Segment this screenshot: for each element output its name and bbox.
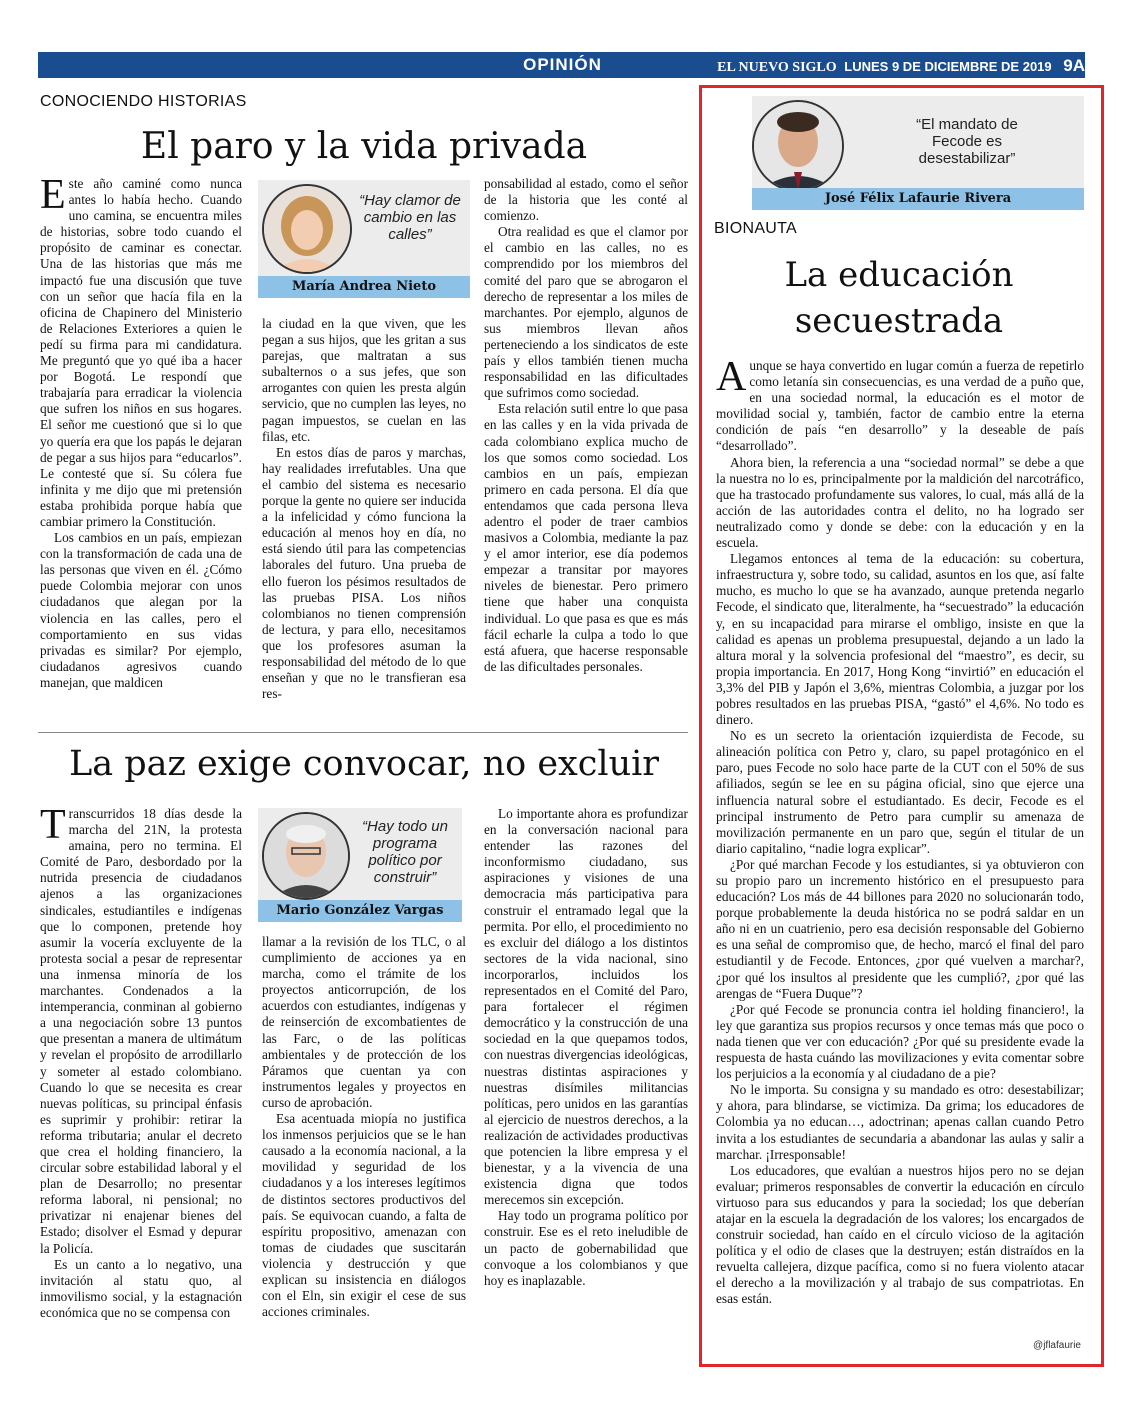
article2-col2-p1: llamar a la revisión de los TLC, o al cumplimiento de acciones ya en marcha, como el trámite de los proyectos anticorrupción, de los acuerdos con estudiantes, indígenas y de reinserción de excombatientes de las Farc, o de las políticas ambientales y de protección de los Páramos que cuentan ya con instrumentos legales y proyectos en curso de aprobación. — [262, 934, 466, 1110]
newspaper-name: EL NUEVO SIGLO — [717, 60, 837, 75]
article2-col3-p2: Hay todo un programa político por construir. Ese es el reto ineludible de un pacto de gobernabilidad que convoque a los colombianos y que hoy es inaplazable. — [484, 1208, 688, 1288]
article2-col1-p1: Transcurridos 18 días desde la marcha del 21N, la protesta amaina, pero no termina. El Comité de Paro, desbordado por la nutrida presencia de ciudadanos ajenos a las organizaciones sindicales, estudiantiles e indígenas que lo componen, pretende hoy asumir la vocería excluyente de la protesta social a pesar de representar una inmensa minoría de los marchantes. Condenados a la intemperancia, conminan al gobierno a una negociación sobre 13 puntos que presentan a manera de ultimátum y revelan el propósito de arrodillarlo y someter al estado colombiano. Cuando lo que se necesita es crear nuevas políticas, su principal énfasis es suprimir y prohibir: retirar la reforma tributaria; anular el decreto que crea el holding financiero, la circular sobre estabilidad laboral y el plan de Desarrollo; no presentar reforma laboral, ni pensional; no privatizar ni enajenar bienes del Estado; disolver el Esmad y depurar la Policía. — [40, 806, 242, 1256]
article1-headline: El paro y la vida privada — [140, 126, 588, 167]
page-number: 9A — [1063, 56, 1085, 75]
drop-cap: E — [40, 176, 66, 218]
portrait-illustration-icon — [754, 102, 842, 190]
article3-headline-line-1: La educación — [784, 255, 1014, 295]
article3-headline-line-2: secuestrada — [794, 301, 1004, 341]
portrait-illustration-icon — [264, 186, 350, 272]
portrait-illustration-icon — [264, 814, 348, 898]
article2-column-2 — [262, 934, 466, 1346]
article1-col1-p1: Este año caminé como nunca antes lo había hecho. Cuando uno camina, se encuentra miles de historias, sobre todo cuando el propósito de caminar es conectar. Una de las historias que más me impactó fue una discusión que tuve con un señor que hacía fila en la oficina de Chapinero del Ministerio de Relaciones Exteriores a quien le pedí su firma para mi candidatura. Me preguntó que yo qué iba a hacer por Bogotá. Le respondí que trabajaría para erradicar la violencia que sufren los niños en sus hogares. El señor me cuestionó que si lo que yo quería era que los papás le dejaran de pegar a sus hijos para “educarlos”. Le contesté que sí. Su cólera fue infinita y me dijo que mi pretensión estaba prohibida porque había que cambiar primero la Constitución. — [40, 176, 242, 529]
article1-col3-p3: Esta relación sutil entre lo que pasa en las calles y en la vida privada de cada colombiano explica mucho de los que somos como sociedad. Los cambios en un país, empiezan primero en cada persona. El día que entendamos que cada persona lleva adentro el poder de traer cambios masivos a Colombia, mediante la paz y el amor interior, ese día podemos empezar a transitar por mayores niveles de bienestar. Pero primero tiene que haber una conquista individual. Lo que pasa es que es más fácil echarle la culpa a todo lo que está afuera, que hacerse responsable de las dificultades personales. — [484, 401, 688, 674]
author-portrait-jose-felix-lafaurie-rivera — [752, 100, 844, 192]
article3-p6: ¿Por qué Fecode se pronuncia contra iel holding financiero!, la ley que garantiza sus propios recursos y once temas más que poco o nada tienen que ver con educación? ¿Por qué su presidente evade la respuesta de hasta cuándo las movilizaciones y evita comentar sobre los perjuicios a la economía y al ciudadano de a pie? — [716, 1001, 1084, 1082]
article2-col1-p2: Es un canto a lo negativo, una invitación al statu quo, al inmovilismo social, y la estagnación económica que no se compensa con — [40, 1256, 242, 1320]
article3-kicker: BIONAUTA — [714, 220, 798, 237]
article1-col3-p2: Otra realidad es que el clamor por el cambio en las calles, no es comprendido por los miembros del comité del paro que se abrogaron el derecho de representar a los miles de marchantes. Por ejemplo, algunos de sus miembros llevan años perteneciendo a los sindicatos de este país y ellos también tienen mucha responsabilidad en las dificultades que sufrimos como sociedad. — [484, 224, 688, 401]
article1-author-name: María Andrea Nieto — [258, 276, 470, 298]
article3-p3: Llegamos entonces al tema de la educación: su cobertura, infraestructura y, sobre todo, su calidad, asuntos en los que, así falte mucho, es mucho lo que se ha avanzado, aunque pretenda negarlo Fecode, el sindicato que, literalmente, ha “secuestrado” la educación y, en su incapacidad para mirarse el ombligo, insiste en que la calidad es apenas un problema presupuestal, dejando a un lado la altura moral y la solvencia profesional del “maestro”, es decir, su propia importancia. En 2017, Hong Kong “invirtió” en educación el 3,3% del PIB y Japón el 3,6%, mientras Colombia, a juzgar por los pobres resultados en las pruebas PISA, “gastó” el 4,6%. No todo es dinero. — [716, 551, 1084, 728]
article1-col2-p2: En estos días de paros y marchas, hay realidades irrefutables. Una que el cambio del sistema es necesario porque la gente no quiere ser inducida a la infelicidad y cómo funciona la educación al menos hoy en día, no está siendo útil para las competencias laborales del futuro. Una prueba de ello fueron los pésimos resultados de las pruebas PISA. Los niños colombianos no tienen comprensión de lectura, y para ello, necesitamos que los profesores asuman la responsabilidad del método de lo que enseñan y que no le transfieran esa res- — [262, 444, 466, 702]
article-divider — [38, 732, 688, 733]
article2-column-3 — [484, 806, 688, 1346]
drop-cap: T — [40, 806, 66, 848]
article1-col2-p1: la ciudad en la que viven, que les pegan a sus hijos, que les gritan a sus parejas, que maltratan a sus subalternos o a sus jefes, que son arrogantes con quien les presta algún servicio, que no cumplen las leyes, no pagan impuestos, se cuelan en las filas, etc. — [262, 316, 466, 444]
article3-quote-box — [752, 96, 1084, 210]
article3-p8: Los educadores, que evalúan a nuestros hijos pero no se dejan evaluar; primeros responsables de convertir la educación en círculo virtuoso para sus educandos y para la sociedad; los que deberían atajar en la escuela la degradación de los valores; los encargados de construir sociedad, han caído en el círculo vicioso de la agitación política y el odio de clases que la destruyen; están distraídos en la revuelta callejera, dizque pacífica, como si no fuera violento atacar el derecho a la movilización y al trabajo de sus compatriotas. En esas están. — [716, 1162, 1084, 1307]
article1-quote-box — [258, 180, 470, 298]
article3-p1: Aunque se haya convertido en lugar común a fuerza de repetirlo como letanía sin consecuencias, es una verdad de a puño que, en una sociedad normal, la educación es el motor de movilidad social y, también, factor de cambio entre la eterna condición de país “en desarrollo” y la deseable de país “desarrollado”. — [716, 358, 1084, 454]
masthead — [717, 56, 1085, 76]
article2-column-1 — [40, 806, 242, 1346]
article1-column-1 — [40, 176, 242, 716]
issue-date: LUNES 9 DE DICIEMBRE DE 2019 — [844, 59, 1052, 74]
article2-headline: La paz exige convocar, no excluir — [68, 744, 660, 784]
article1-kicker: CONOCIENDO HISTORIAS — [40, 93, 247, 110]
article2-col3-p1: Lo importante ahora es profundizar en la conversación nacional para entender las razones del inconformismo ciudadano, sus aspiraciones y visiones de una democracia más participativa para construir el entramado legal que la permita. Por ello, el procedimiento no es excluir del diálogo a los distintos sectores de la vida nacional, sino incorporarlos, incluidos los representados en el Comité del Paro, para fortalecer el régimen democrático y la construcción de una sociedad en la que quepamos todos, con nuestras divergencias ideológicas, nuestras distintas aspiraciones y nuestras disímiles militancias políticas, pero unidos en las garantías al ejercicio de nuestros derechos, a la realización de actividades productivas que potencien la libre empresa y el bienestar, y a la vivencia de una existencia digna que todos merecemos sin excepción. — [484, 806, 688, 1208]
article3-p4: No es un secreto la orientación izquierdista de Fecode, su alineación política con Petro y, claro, su papel protagónico en el paro, pues Fecode no solo hace parte de la CUT con el 50% de sus afiliados, según se lee en su página oficial, sino que ejerce una influencia natural sobre el estudiantado. Es decir, Fecode es el principal instrumento de Petro para cumplir su amenaza de movilización permanente en un paro que, según el titular de un diario capitalino, “nadie logra explicar”. — [716, 728, 1084, 856]
article3-p2: Ahora bien, la referencia a una “sociedad normal” se debe a que la nuestra no lo es, principalmente por la maldición del narcotráfico, que ha trastocado profundamente sus valores, lo cual, más allá de la acción de las autoridades contra el delito, no ha logrado ser neutralizado como y donde se debe: con la educación y en la escuela. — [716, 454, 1084, 551]
drop-cap: A — [716, 358, 747, 400]
author-social-handle: @jflafaurie — [1033, 1340, 1081, 1351]
article1-column-2 — [262, 316, 466, 716]
author-portrait-maria-andrea-nieto — [262, 184, 352, 274]
article3-headline — [714, 252, 1084, 344]
article3-pull-quote: “El mandato de Fecode es desestabilizar” — [916, 116, 1018, 167]
section-title: OPINIÓN — [523, 55, 602, 74]
article1-column-3 — [484, 176, 688, 716]
article3-p5: ¿Por qué marchan Fecode y los estudiantes, si ya obtuvieron con su propio paro un incremento histórico en el presupuesto para educación? Los más de 44 billones para 2020 no solucionarán todo, porque probablemente la deuda histórica no se podrá saldar en un año ni en un cuatrienio, pero esa decisión responsable del Gobierno es una señal de compromiso que, de hecho, marcó el final del paro estudiantil y de Fecode. Entonces, ¿por qué vuelven a marchar?, ¿por qué los insultos al presidente que les cumplió?, ¿por qué las arengas de “Fuera Duque”? — [716, 856, 1084, 1001]
article1-col3-p1: ponsabilidad al estado, como el señor de la historia que les conté al comienzo. — [484, 176, 688, 224]
article1-pull-quote: “Hay clamor de cambio en las calles” — [359, 192, 461, 243]
article3-p7: No le importa. Su consigna y su mandado es otro: desestabilizar; y ahora, para blindarse, se victimiza. Da grima; los educadores de Colombia ya no educan…, adoctrinan; apenas callan cuando Petro invita a los estudiantes de secundaria a abandonar las aulas y salir a marchar. ¡Irresponsable! — [716, 1082, 1084, 1162]
article1-col1-p2: Los cambios en un país, empiezan con la transformación de cada una de las personas que viven en él. ¿Cómo puede Colombia mejorar con unos ciudadanos que alegan por la violencia en las calles, pero el comportamiento en sus vidas privadas es similar? Por ejemplo, ciudadanos agresivos cuando manejan, que maldicen — [40, 530, 242, 690]
article2-author-name: Mario González Vargas — [258, 900, 462, 922]
article2-col2-p2: Esa acentuada miopía no justifica los inmensos perjuicios que se le han causado a la economía nacional, a la movilidad y seguridad de los ciudadanos y a los intereses legítimos de distintos sectores productivos del país. Se equivocan cuando, a falta de espíritu propositivo, amenazan con tomas de ciudades que suscitarán violencia y destrucción y que explican su insistencia en diálogos con el Eln, sin exigir el cese de sus acciones criminales. — [262, 1111, 466, 1320]
article3-body — [716, 358, 1084, 1340]
author-portrait-mario-gonzalez-vargas — [262, 812, 350, 900]
article2-pull-quote: “Hay todo un programa político por construir” — [362, 818, 448, 886]
article3-author-name: José Félix Lafaurie Rivera — [752, 188, 1084, 210]
article2-quote-box — [258, 808, 462, 922]
